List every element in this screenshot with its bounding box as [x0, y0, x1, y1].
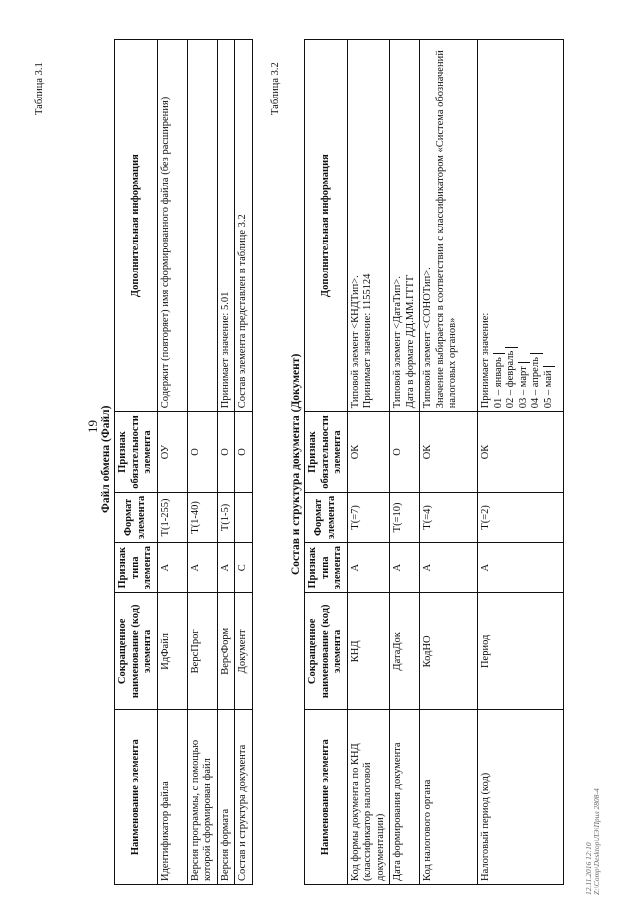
- table-cell: О: [235, 412, 253, 493]
- table-cell: [235, 492, 253, 542]
- table-cell: Период: [478, 593, 564, 710]
- table-cell: ВерсФорм: [217, 593, 235, 710]
- period-value: 02 – февраль: [505, 347, 518, 408]
- table-cell: А: [390, 543, 420, 593]
- footer-timestamp: 12.11.2016 12:10: [584, 842, 593, 895]
- table-cell: Принимает значение: 5.01: [217, 40, 235, 412]
- table-cell: С: [235, 543, 253, 593]
- table-cell: ВерсПрог: [187, 593, 217, 710]
- table-cell: Т(1-5): [217, 492, 235, 542]
- table-cell: Типовой элемент <СОНОТип>. Значение выбирается в соответствии с классификатором «Система обозначений налоговых органов»: [420, 40, 478, 412]
- table-cell: Т(=2): [478, 492, 564, 542]
- column-header: Признак обязательности элемента: [305, 412, 348, 493]
- table-row: [217, 40, 235, 885]
- table-cell: ОК: [347, 412, 390, 493]
- table-cell: ОК: [478, 412, 564, 493]
- table-title: Состав и структура документа (Документ): [290, 353, 302, 575]
- table-cell: [187, 40, 217, 412]
- table-cell: А: [217, 543, 235, 593]
- table-cell: ОК: [420, 412, 478, 493]
- table-3-1: [114, 39, 253, 885]
- table-row: [235, 40, 253, 885]
- table-cell: Т(1-255): [157, 492, 187, 542]
- table-cell: Версия программы, с помощью которой сформирован файл: [187, 710, 217, 885]
- file-footer: [585, 788, 601, 895]
- column-header: Признак типа элемента: [115, 543, 158, 593]
- table-cell: Т(1-40): [187, 492, 217, 542]
- column-header: Признак типа элемента: [305, 543, 348, 593]
- table-row: [347, 40, 390, 885]
- page-number: 19: [85, 420, 100, 433]
- table-cell: Т(=4): [420, 492, 478, 542]
- table-cell: Содержит (повторяет) имя сформированного файла (без расширения): [157, 40, 187, 412]
- table-cell: Т(=7): [347, 492, 390, 542]
- column-header: Формат элемента: [115, 492, 158, 542]
- table-row: [390, 40, 420, 885]
- period-value: 03 – март: [518, 362, 531, 408]
- table-cell: КодНО: [420, 593, 478, 710]
- table-cell: А: [478, 543, 564, 593]
- table-cell: Т(=10): [390, 492, 420, 542]
- table-cell: А: [157, 543, 187, 593]
- table-cell: Код формы документа по КНД (классификатор налоговой документации): [347, 710, 390, 885]
- footer-path: Z:\Comp\Desktop\ЛЭ\Прил 2808-4: [592, 788, 601, 895]
- table-row: [187, 40, 217, 885]
- column-header: Дополнительная информация: [305, 40, 348, 412]
- table-cell: Версия формата: [217, 710, 235, 885]
- table-cell: А: [187, 543, 217, 593]
- table-cell: Документ: [235, 593, 253, 710]
- table-cell: КНД: [347, 593, 390, 710]
- table-row: [157, 40, 187, 885]
- column-header: Формат элемента: [305, 492, 348, 542]
- table-cell: Дата формирования документа: [390, 710, 420, 885]
- column-header: Признак обязательности элемента: [115, 412, 158, 493]
- table-cell: О: [217, 412, 235, 493]
- column-header: Дополнительная информация: [115, 40, 158, 412]
- table-cell: Состав и структура документа: [235, 710, 253, 885]
- table-title: Файл обмена (Файл): [100, 405, 112, 513]
- table-cell: Типовой элемент <ДатаТип>. Дата в формате ДД.ММ.ГГГГ: [390, 40, 420, 412]
- table-row: [420, 40, 478, 885]
- period-value: 04 – апрель: [530, 353, 543, 408]
- column-header: Наименование элемента: [115, 710, 158, 885]
- column-header: Наименование элемента: [305, 710, 348, 885]
- period-intro: Принимает значение:: [480, 312, 491, 409]
- table-cell: ИдФайл: [157, 593, 187, 710]
- table-cell: О: [390, 412, 420, 493]
- table-row: [478, 40, 564, 885]
- table-cell: А: [420, 543, 478, 593]
- table-cell: Типовой элемент <КНДТип>. Принимает значение: 1155124: [347, 40, 390, 412]
- column-header: Сокращенное наименование (код) элемента: [115, 593, 158, 710]
- table-label: Таблица 3.1: [34, 62, 45, 115]
- table-label: Таблица 3.2: [270, 62, 281, 115]
- table-cell: Код налогового органа: [420, 710, 478, 885]
- table-cell: ОУ: [157, 412, 187, 493]
- period-values-cell: [478, 40, 564, 412]
- table-3-2: [304, 39, 564, 885]
- table-cell: О: [187, 412, 217, 493]
- column-header: Сокращенное наименование (код) элемента: [305, 593, 348, 710]
- period-value: 05 – май: [543, 366, 556, 408]
- table-cell: А: [347, 543, 390, 593]
- table-cell: Состав элемента представлен в таблице 3.2: [235, 40, 253, 412]
- table-cell: ДатаДок: [390, 593, 420, 710]
- table-cell: Налоговый период (код): [478, 710, 564, 885]
- period-value: 01 – январь: [493, 353, 506, 408]
- table-cell: Идентификатор файла: [157, 710, 187, 885]
